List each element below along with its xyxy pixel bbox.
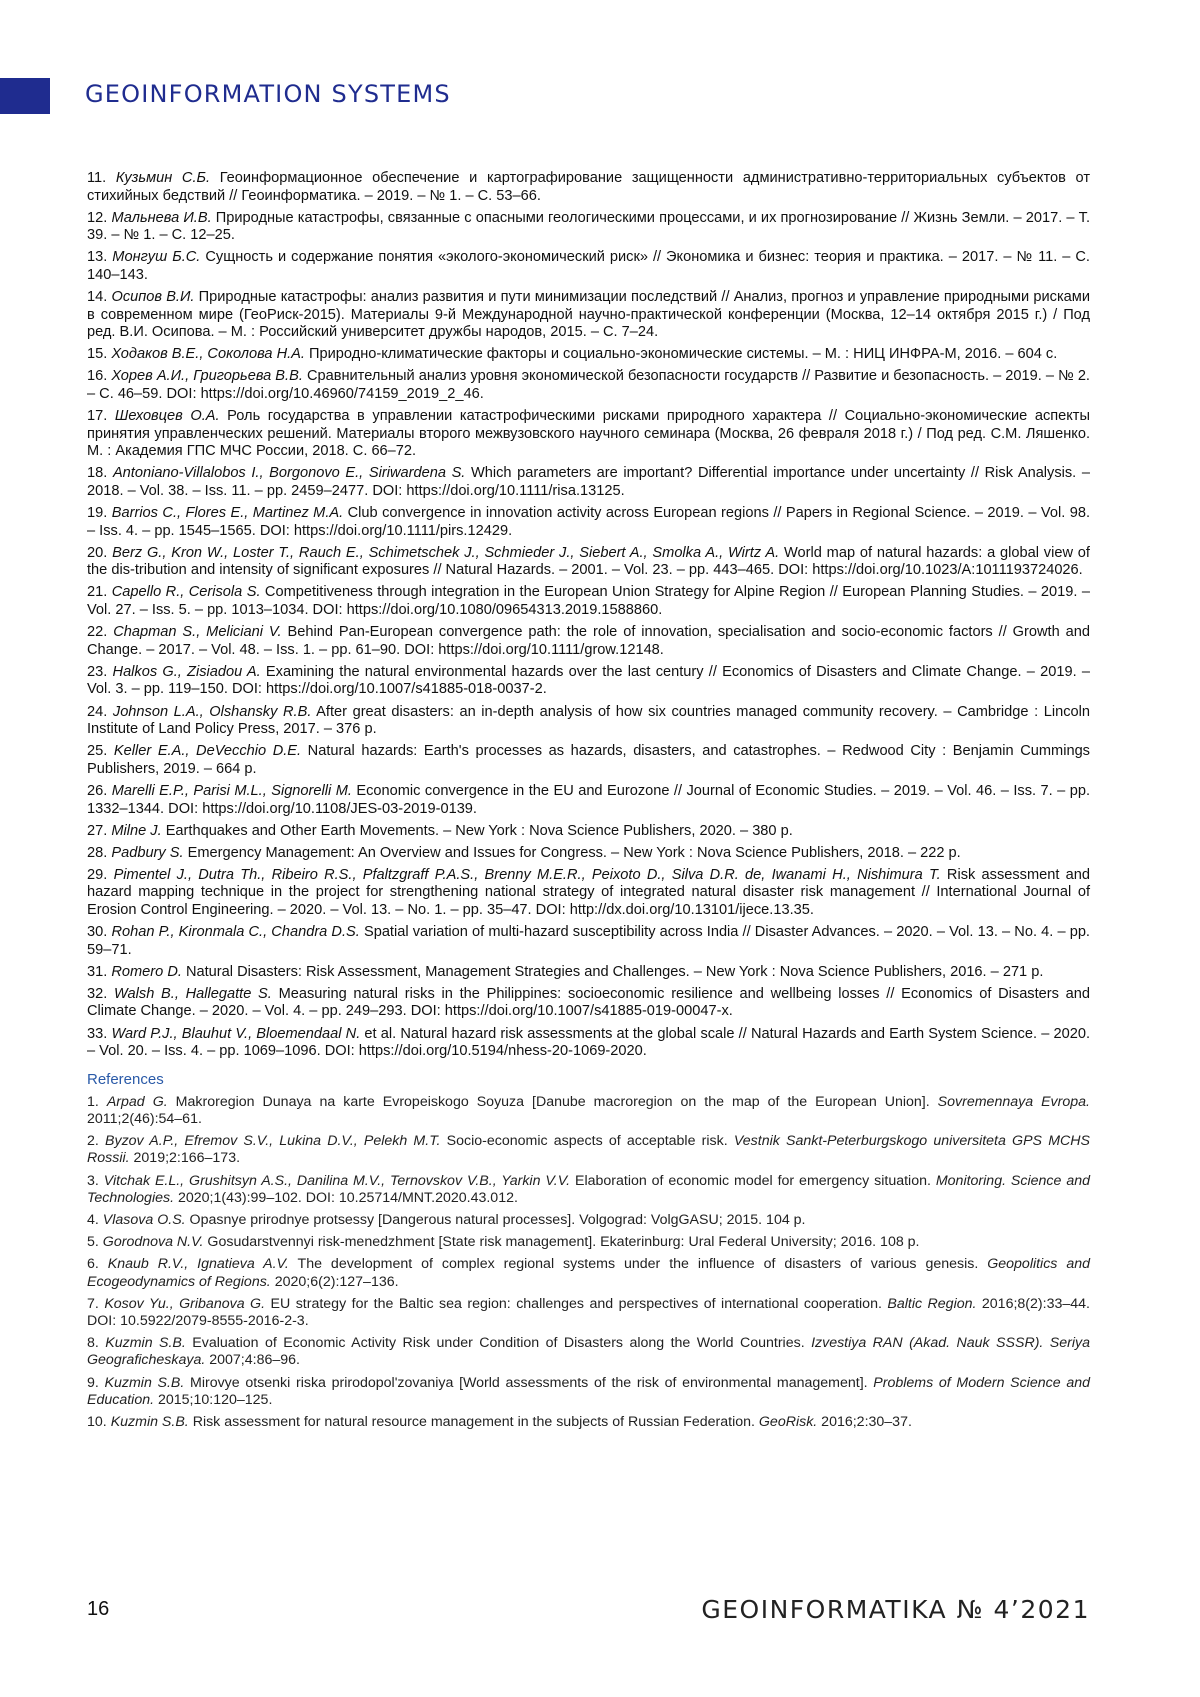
bibliography-entry — [87, 408, 1090, 461]
reference-entry — [87, 1173, 1090, 1207]
entry-text: Natural Disasters: Risk Assessment, Management Strategies and Challenges. – New York : Nova Science Publishers, 2016. – 271 p. — [181, 963, 1044, 980]
bibliography-entry — [87, 505, 1090, 540]
bibliography-entry — [87, 743, 1090, 778]
entry-text: Elaboration of economic model for emergency situation. — [570, 1172, 936, 1189]
entry-authors: Kuzmin S.B. — [105, 1335, 186, 1352]
bibliography-entry — [87, 964, 1090, 982]
entry-journal: Geopolitics and Ecogeodynamics of Regions. — [87, 1256, 1091, 1290]
entry-authors: Vlasova O.S. — [102, 1211, 186, 1228]
entry-text: Natural hazards: Earth's processes as hazards, disasters, and catastrophes. – Redwood City : Benjamin Cummings Publishers, 2019. – 664 p. — [87, 743, 1090, 777]
section-title: GEOINFORMATION SYSTEMS — [85, 80, 451, 108]
entry-text: Сравнительный анализ уровня экономической безопасности государств // Развитие и безопасность. – 2019. – № 2. – С. 46–59. DOI: https://doi.org/10.46960/74159_2019_2_46. — [87, 368, 1090, 403]
entry-text: Evaluation of Economic Activity Risk under Condition of Disasters along the World Countries. — [185, 1335, 812, 1352]
entry-authors: Knaub R.V., Ignatieva A.V. — [107, 1256, 289, 1273]
entry-authors: Kuzmin S.B. — [104, 1374, 185, 1391]
entry-text: Природные катастрофы: анализ развития и пути минимизации последствий // Анализ, прогноз и управление природными рисками в современном мире (ГеоРиск-2015). Материалы 9-й Международной научно-практической конференции (Москва, 12–14 октября 2015 г.) / Под ред. В.И. Осипова. – М. : Российский университет дружбы народов, 2015. – С. 7–24. — [87, 289, 1090, 341]
entry-text: Gosudarstvennyi risk-menedzhment [State risk management]. Ekaterinburg: Ural Federal University; 2016. 108 p. — [203, 1234, 920, 1251]
entry-authors: Хорев А.И., Григорьева В.В. — [111, 368, 303, 385]
entry-number: 12. — [87, 209, 108, 226]
references-list — [87, 1094, 1090, 1431]
entry-number: 1. — [87, 1093, 99, 1110]
entry-tail: 2020;6(2):127–136. — [270, 1273, 399, 1290]
entry-number: 4. — [87, 1211, 99, 1228]
bibliography-entry — [87, 346, 1090, 364]
entry-number: 29. — [87, 866, 108, 883]
reference-entry — [87, 1375, 1090, 1409]
entry-authors: Arpad G. — [106, 1093, 168, 1110]
entry-text: Mirovye otsenki riska prirodopol'zovaniya [World assessments of the risk of environmental management]. — [184, 1374, 874, 1391]
entry-text: The development of complex regional systems under the influence of disasters of various genesis. — [288, 1256, 988, 1273]
entry-authors: Padbury S. — [111, 844, 184, 861]
entry-text: Which parameters are important? Differential importance under uncertainty // Risk Analysis. – 2018. – Vol. 38. – Iss. 11. – pp. 2459–2477. DOI: https://doi.org/10.1111/risa.13125. — [87, 465, 1090, 499]
entry-authors: Capello R., Cerisola S. — [111, 584, 261, 601]
entry-journal: GeoRisk. — [758, 1413, 818, 1430]
header-color-bar — [0, 78, 50, 114]
entry-text: Spatial variation of multi-hazard susceptibility across India // Disaster Advances. – 2020. – Vol. 13. – No. 4. – pp. 59–71. — [87, 924, 1090, 958]
bibliography-entry — [87, 465, 1090, 500]
entry-number: 11. — [87, 170, 107, 186]
entry-number: 30. — [87, 924, 108, 941]
entry-number: 23. — [87, 663, 108, 680]
entry-text: et al. Natural hazard risk assessments at the global scale // Natural Hazards and Earth System Science. – 2020. – Vol. 20. – Iss. 4. – pp. 1069–1096. DOI: https://doi.org/10.5194/nhess-20-1069-2020. — [87, 1025, 1090, 1060]
entry-authors: Pimentel J., Dutra Th., Ribeiro R.S., Pfaltzgraff P.A.S., Brenny M.E.R., Peixoto D., Silva D.R. de, Iwanami H., Nishimura T. — [113, 866, 941, 883]
reference-entry — [87, 1094, 1090, 1128]
entry-journal: Monitoring. Science and Technologies. — [87, 1172, 1090, 1206]
entry-text: Economic convergence in the EU and Eurozone // Journal of Economic Studies. – 2019. – Vol. 46. – Iss. 7. – pp. 1332–1344. DOI: https://doi.org/10.1108/JES-03-2019-0139. — [87, 782, 1090, 817]
entry-tail: 2019;2:166–173. — [129, 1150, 241, 1167]
entry-number: 22. — [87, 624, 108, 641]
entry-tail: 2020;1(43):99–102. DOI: 10.25714/MNT.2020.43.012. — [174, 1189, 518, 1206]
bibliography-entry — [87, 783, 1090, 818]
reference-entry — [87, 1234, 1090, 1251]
bibliography-entry — [87, 624, 1090, 659]
entry-authors: Keller E.A., DeVecchio D.E. — [113, 743, 302, 760]
bibliography-entry — [87, 545, 1090, 580]
entry-tail: 2016;8(2):33–44. DOI: 10.5922/2079-8555-2016-2-3. — [87, 1295, 1090, 1329]
entry-authors: Rohan P., Kironmala C., Chandra D.S. — [111, 924, 360, 941]
entry-text: Роль государства в управлении катастрофическими рисками природного характера // Социально-экономические аспекты принятия управленческих решений. Материалы второго межвузовского научного семинара (Москва, 26 февраля 2018 г.) / Под ред. С.М. Ляшенко. М. : Академия ГПС МЧС России, 2018. С. 66–72. — [87, 408, 1090, 460]
entry-authors: Marelli E.P., Parisi M.L., Signorelli M. — [111, 782, 352, 799]
entry-journal: Problems of Modern Science and Education. — [87, 1374, 1090, 1408]
entry-text: Measuring natural risks in the Philippines: socioeconomic resilience and wellbeing losses // Economics of Disasters and Climate Change. – 2020. – Vol. 4. – pp. 249–293. DOI: https://doi.org/10.1007/s41885-019-00047-x. — [87, 985, 1091, 1020]
entry-tail: 2007;4:86–96. — [205, 1352, 300, 1369]
bibliography-entry — [87, 664, 1090, 699]
entry-number: 8. — [87, 1335, 99, 1352]
page-number: 16 — [87, 1598, 110, 1620]
entry-number: 26. — [87, 782, 108, 799]
entry-number: 14. — [87, 289, 108, 306]
reference-entry — [87, 1256, 1090, 1290]
entry-authors: Gorodnova N.V. — [102, 1234, 204, 1251]
entry-authors: Berz G., Kron W., Loster T., Rauch E., Schimetschek J., Schmieder J., Siebert A., Smolka A., Wirtz A. — [112, 544, 780, 561]
bibliography-entry — [87, 845, 1090, 863]
entry-number: 15. — [87, 346, 108, 363]
entry-text: Club convergence in innovation activity across European regions // Papers in Regional Science. – 2019. – Vol. 98. – Iss. 4. – pp. 1545–1565. DOI: https://doi.org/10.1111/pirs.12429. — [87, 505, 1090, 539]
entry-authors: Kosov Yu., Gribanova G. — [104, 1295, 266, 1312]
entry-text: Behind Pan-European convergence path: the role of innovation, specialisation and socio-economic factors // Growth and Change. – 2017. – Vol. 48. – Iss. 1. – pp. 61–90. DOI: https://doi.org/10.1111/grow.12148. — [87, 624, 1090, 658]
entry-authors: Halkos G., Zisiadou A. — [112, 663, 261, 680]
entry-number: 9. — [87, 1374, 99, 1391]
entry-authors: Chapman S., Meliciani V. — [113, 624, 282, 641]
entry-number: 16. — [87, 368, 108, 385]
entry-authors: Монгуш Б.С. — [112, 249, 201, 266]
entry-text: World map of natural hazards: a global view of the dis-tribution and intensity of significant exposures // Natural Hazards. – 2001. – Vol. 23. – pp. 443–465. DOI: https://doi.org/10.1023/A:1011193724026. — [87, 544, 1090, 579]
entry-number: 7. — [87, 1295, 99, 1312]
entry-journal: Sovremennaya Evropa. — [937, 1093, 1090, 1110]
entry-text: Risk assessment and hazard mapping technique in the project for strengthening national strategy of integrated natural disaster risk management // International Journal of Erosion Control Engineering. – 2020. – Vol. 13. – No. 1. – pp. 35–47. DOI: http://dx.doi.org/10.13101/ijece.13.35. — [87, 866, 1091, 918]
entry-number: 10. — [87, 1413, 107, 1430]
entry-text: EU strategy for the Baltic sea region: challenges and perspectives of international cooperation. — [265, 1295, 888, 1312]
entry-text: Природно-климатические факторы и социально-экономические системы. – М. : НИЦ ИНФРА-М, 2016. – 604 с. — [304, 346, 1058, 363]
entry-authors: Milne J. — [111, 822, 162, 839]
reference-entry — [87, 1212, 1090, 1229]
bibliography-entry — [87, 986, 1090, 1021]
entry-authors: Шеховцев О.А. — [114, 408, 220, 425]
entry-tail: 2011;2(46):54–61. — [87, 1110, 202, 1127]
entry-number: 31. — [87, 963, 108, 980]
entry-number: 24. — [87, 703, 108, 720]
entry-authors: Мальнева И.В. — [111, 209, 212, 226]
entry-number: 19. — [87, 505, 108, 522]
references-heading: References — [87, 1070, 164, 1088]
bibliography-entry — [87, 584, 1090, 619]
entry-journal: Vestnik Sankt-Peterburgskogo universiteta GPS MCHS Rossii. — [87, 1133, 1090, 1167]
entry-number: 25. — [87, 743, 108, 760]
entry-authors: Walsh B., Hallegatte S. — [114, 985, 272, 1002]
journal-footer: GEOINFORMATIKA № 4’2021 — [701, 1595, 1090, 1624]
entry-authors: Кузьмин С.Б. — [115, 170, 211, 186]
entry-number: 17. — [87, 408, 108, 425]
entry-journal: Izvestiya RAN (Akad. Nauk SSSR). Seriya Geograficheskaya. — [87, 1335, 1091, 1369]
entry-authors: Ходаков В.Е., Соколова Н.А. — [111, 346, 305, 363]
entry-number: 18. — [87, 465, 108, 482]
entry-text: Геоинформационное обеспечение и картографирование защищенности административно-территориальных субъектов от стихийных бедствий // Геоинформатика. – 2019. – № 1. – С. 53–66. — [87, 170, 1090, 204]
entry-authors: Vitchak E.L., Grushitsyn A.S., Danilina M.V., Ternovskov V.B., Yarkin V.V. — [103, 1172, 571, 1189]
entry-number: 20. — [87, 544, 108, 561]
bibliography-list — [87, 170, 1090, 1061]
reference-entry — [87, 1296, 1090, 1330]
entry-number: 33. — [87, 1025, 108, 1042]
entry-authors: Kuzmin S.B. — [110, 1413, 189, 1430]
reference-entry — [87, 1133, 1090, 1167]
entry-text: Природные катастрофы, связанные с опасными геологическими процессами, и их прогнозирование // Жизнь Земли. – 2017. – Т. 39. – № 1. – С. 12–25. — [87, 209, 1091, 244]
entry-text: Emergency Management: An Overview and Issues for Congress. – New York : Nova Science Publishers, 2018. – 222 p. — [183, 844, 961, 861]
entry-journal: Baltic Region. — [887, 1295, 977, 1312]
bibliography — [87, 170, 1090, 1436]
entry-number: 21. — [87, 584, 108, 601]
bibliography-entry — [87, 924, 1090, 959]
entry-authors: Johnson L.A., Olshansky R.B. — [112, 703, 312, 720]
entry-number: 6. — [87, 1256, 99, 1273]
entry-number: 5. — [87, 1234, 99, 1251]
bibliography-entry — [87, 704, 1090, 739]
entry-text: Socio-economic aspects of acceptable risk. — [440, 1133, 734, 1150]
entry-authors: Ward P.J., Blauhut V., Bloemendaal N. — [111, 1025, 361, 1042]
entry-authors: Осипов В.И. — [111, 289, 195, 306]
reference-entry — [87, 1414, 1090, 1431]
entry-text: Сущность и содержание понятия «эколого-экономический риск» // Экономика и бизнес: теория и практика. – 2017. – № 11. – С. 140–143. — [87, 249, 1090, 283]
bibliography-entry — [87, 170, 1090, 205]
bibliography-entry — [87, 249, 1090, 284]
bibliography-entry — [87, 368, 1090, 403]
entry-tail: 2016;2:30–37. — [817, 1413, 912, 1430]
entry-text: Earthquakes and Other Earth Movements. – New York : Nova Science Publishers, 2020. – 380 p. — [161, 822, 793, 839]
bibliography-entry — [87, 867, 1090, 920]
entry-authors: Antoniano-Villalobos I., Borgonovo E., Siriwardena S. — [112, 465, 466, 482]
entry-text: After great disasters: an in-depth analysis of how six countries managed community recovery. – Cambridge : Lincoln Institute of Land Policy Press, 2017. – 376 p. — [87, 703, 1090, 738]
entry-text: Risk assessment for natural resource management in the subjects of Russian Federation. — [188, 1413, 759, 1430]
entry-authors: Byzov A.P., Efremov S.V., Lukina D.V., Pelekh M.T. — [105, 1133, 441, 1150]
bibliography-entry — [87, 289, 1090, 342]
bibliography-entry — [87, 210, 1090, 245]
bibliography-entry — [87, 1026, 1090, 1061]
entry-number: 3. — [87, 1172, 99, 1189]
entry-number: 28. — [87, 844, 108, 861]
entry-text: Competitiveness through integration in the European Union Strategy for Alpine Region // European Planning Studies. – 2019. – Vol. 27. – Iss. 5. – pp. 1013–1034. DOI: https://doi.org/10.1080/09654313.2019.1588860. — [87, 584, 1090, 619]
entry-text: Examining the natural environmental hazards over the last century // Economics of Disasters and Climate Change. – 2019. – Vol. 3. – pp. 119–150. DOI: https://doi.org/10.1007/s41885-018-0037-2. — [87, 663, 1091, 698]
entry-number: 2. — [87, 1133, 99, 1150]
entry-tail: 2015;10:120–125. — [154, 1391, 273, 1408]
entry-authors: Barrios C., Flores E., Martinez M.A. — [111, 505, 344, 522]
bibliography-entry — [87, 823, 1090, 841]
entry-number: 32. — [87, 985, 108, 1002]
entry-authors: Romero D. — [111, 963, 182, 980]
entry-text: Makroregion Dunaya na karte Evropeiskogo Soyuza [Danube macroregion on the map of the European Union]. — [167, 1093, 938, 1110]
entry-text: Opasnye prirodnye protsessy [Dangerous natural processes]. Volgograd: VolgGASU; 2015. 104 p. — [185, 1211, 806, 1228]
entry-number: 13. — [87, 249, 108, 266]
reference-entry — [87, 1335, 1090, 1369]
entry-number: 27. — [87, 822, 108, 839]
